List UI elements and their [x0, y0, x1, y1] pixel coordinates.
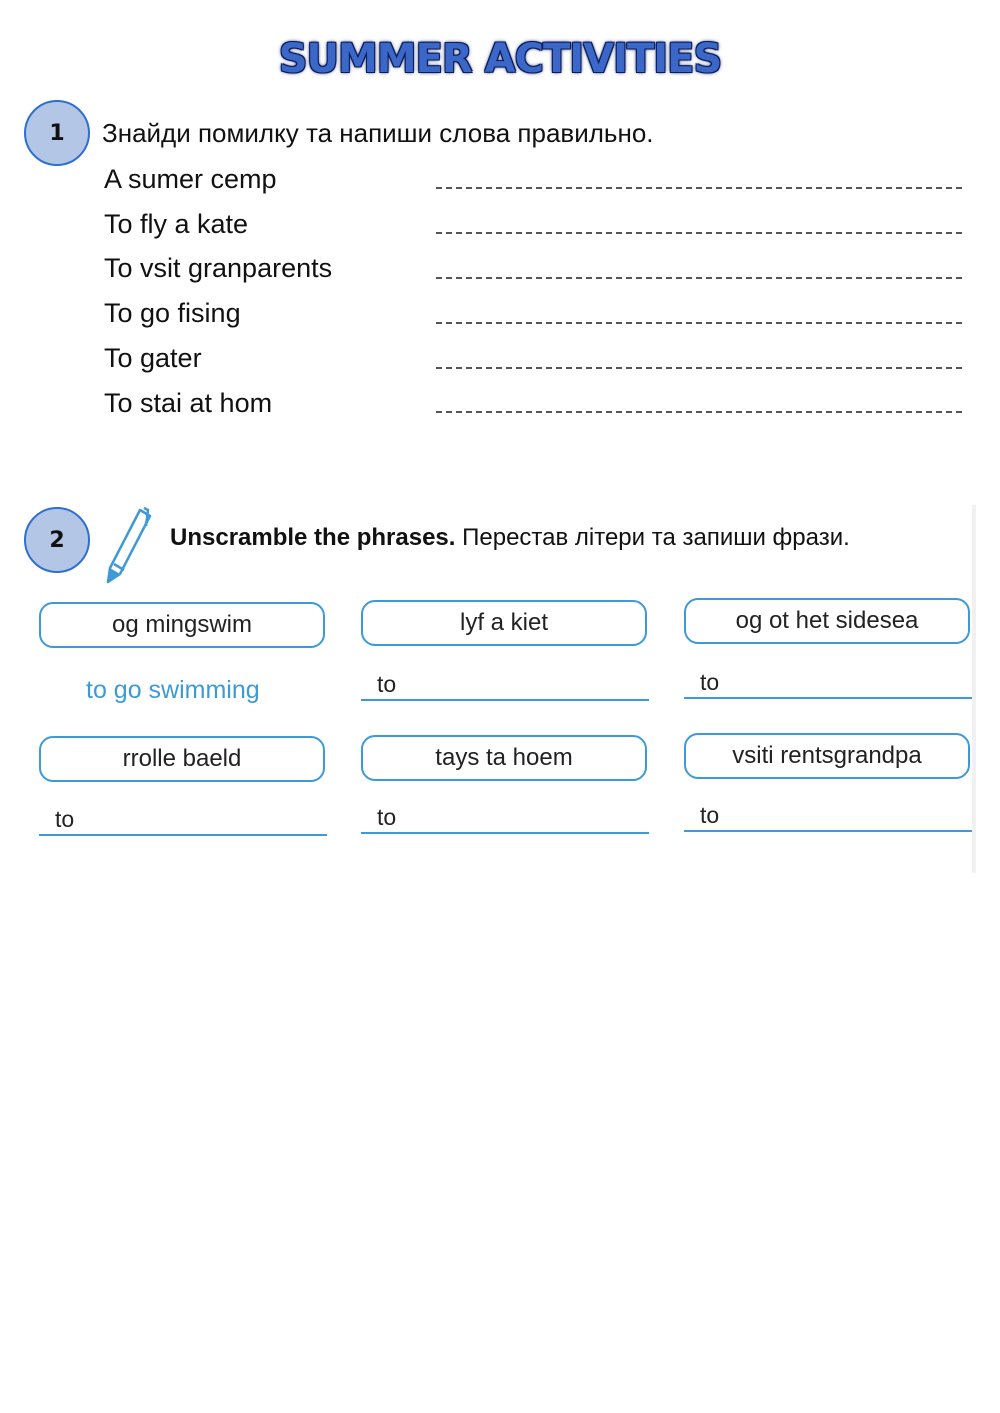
- exercise-1-instruction: Знайди помилку та напиши слова правильно.: [102, 118, 654, 148]
- exercise-1-item: To gater: [104, 343, 202, 373]
- scrambled-phrase-box: tays ta hoem: [361, 735, 647, 781]
- answer-line-6[interactable]: [436, 411, 962, 413]
- scan-edge: [972, 505, 976, 873]
- page-title: SUMMER ACTIVITIES: [278, 36, 722, 82]
- scrambled-phrase-box: lyf a kiet: [361, 600, 647, 646]
- answer-field-5[interactable]: to: [361, 804, 649, 834]
- exercise-2-number-badge: 2: [24, 507, 90, 573]
- answer-field-6[interactable]: to: [684, 802, 972, 832]
- answer-line-3[interactable]: [436, 277, 962, 279]
- scrambled-phrase-box: vsiti rentsgrandpa: [684, 733, 970, 779]
- example-answer: to go swimming: [86, 676, 260, 704]
- exercise-1-item: To stai at hom: [104, 388, 273, 418]
- pen-icon: [100, 506, 156, 586]
- exercise-1-number-badge: 1: [24, 100, 90, 166]
- answer-line-2[interactable]: [436, 232, 962, 234]
- exercise-2-instruction: Unscramble the phrases. Перестав літери та запиши фрази.: [170, 524, 850, 551]
- scrambled-phrase-box: rrolle baeld: [39, 736, 325, 782]
- exercise-1-item: To fly a kate: [104, 209, 249, 239]
- answer-field-2[interactable]: to: [361, 671, 649, 701]
- scrambled-phrase-box: og mingswim: [39, 602, 325, 648]
- answer-field-4[interactable]: to: [39, 806, 327, 836]
- exercise-1-item: A sumer cemp: [104, 164, 277, 194]
- scrambled-phrase-box: og ot het sidesea: [684, 598, 970, 644]
- answer-line-1[interactable]: [436, 187, 962, 189]
- answer-line-4[interactable]: [436, 322, 962, 324]
- answer-field-3[interactable]: to: [684, 669, 972, 699]
- exercise-1-item: To vsit granparents: [104, 253, 333, 283]
- exercise-1-item: To go fising: [104, 298, 241, 328]
- answer-line-5[interactable]: [436, 367, 962, 369]
